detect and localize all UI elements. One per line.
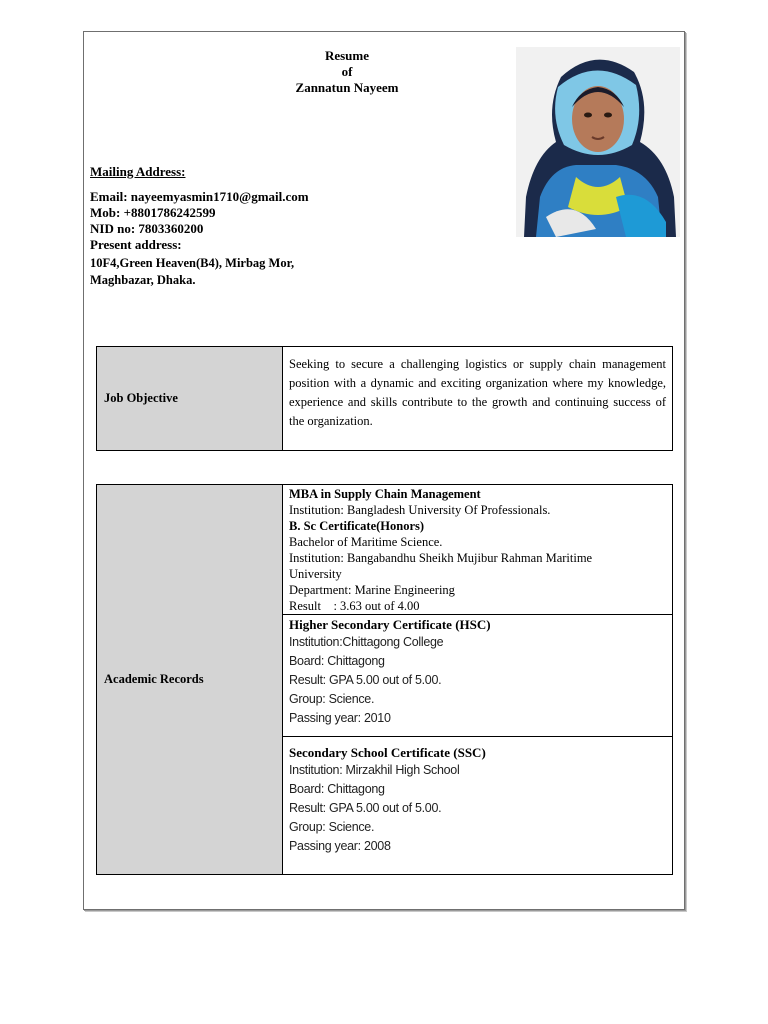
hsc-records xyxy=(283,615,673,737)
ssc-result: Result: GPA 5.00 out of 5.00. xyxy=(289,801,442,815)
university-records xyxy=(283,485,673,615)
nid-line: NID no: 7803360200 xyxy=(90,221,204,236)
job-objective-text: Seeking to secure a challenging logistics or supply chain management position with a dynamic and exciting organization where my knowledge, experience and skills contribute to the growth and continuing success of the organization. xyxy=(283,347,673,451)
academic-records-label: Academic Records xyxy=(97,485,283,875)
candidate-name: Zannatun Nayeem xyxy=(295,80,399,95)
bsc-degree: Bachelor of Maritime Science. xyxy=(289,535,443,549)
bsc-title: B. Sc Certificate(Honors) xyxy=(289,519,425,533)
ssc-institution: Institution: Mirzakhil High School xyxy=(289,763,460,777)
resume-page xyxy=(83,31,685,910)
ssc-records xyxy=(283,737,673,875)
contact-info xyxy=(90,189,309,253)
bsc-result: Result : 3.63 out of 4.00 xyxy=(289,599,420,613)
hsc-passing-year: Passing year: 2010 xyxy=(289,711,391,725)
address-line-2: Maghbazar, Dhaka. xyxy=(90,273,196,287)
ssc-group: Group: Science. xyxy=(289,820,375,834)
present-address xyxy=(90,255,294,289)
hsc-institution: Institution:Chittagong College xyxy=(289,635,444,649)
academic-records-table xyxy=(96,484,673,875)
present-address-label: Present address: xyxy=(90,237,182,252)
bsc-department: Department: Marine Engineering xyxy=(289,583,455,597)
title-line-resume: Resume xyxy=(324,48,370,63)
hsc-result: Result: GPA 5.00 out of 5.00. xyxy=(289,673,442,687)
ssc-title: Secondary School Certificate (SSC) xyxy=(289,745,486,760)
address-line-1: 10F4,Green Heaven(B4), Mirbag Mor, xyxy=(90,256,295,270)
resume-title xyxy=(234,48,460,96)
email-line: Email: nayeemyasmin1710@gmail.com xyxy=(90,189,309,204)
profile-photo xyxy=(516,47,680,237)
bsc-institution-line-1: Institution: Bangabandhu Sheikh Mujibur Rahman Maritime xyxy=(289,551,593,565)
job-objective-table xyxy=(96,346,673,451)
ssc-board: Board: Chittagong xyxy=(289,782,385,796)
hsc-group: Group: Science. xyxy=(289,692,375,706)
job-objective-label: Job Objective xyxy=(97,347,283,451)
hsc-title: Higher Secondary Certificate (HSC) xyxy=(289,617,491,632)
ssc-passing-year: Passing year: 2008 xyxy=(289,839,391,853)
hsc-board: Board: Chittagong xyxy=(289,654,385,668)
bsc-institution-line-2: University xyxy=(289,567,342,581)
mba-institution: Institution: Bangladesh University Of Professionals. xyxy=(289,503,551,517)
mba-title: MBA in Supply Chain Management xyxy=(289,487,481,501)
title-line-of: of xyxy=(341,64,353,79)
mailing-address-heading: Mailing Address: xyxy=(90,164,186,179)
mobile-line: Mob: +8801786242599 xyxy=(90,205,216,220)
